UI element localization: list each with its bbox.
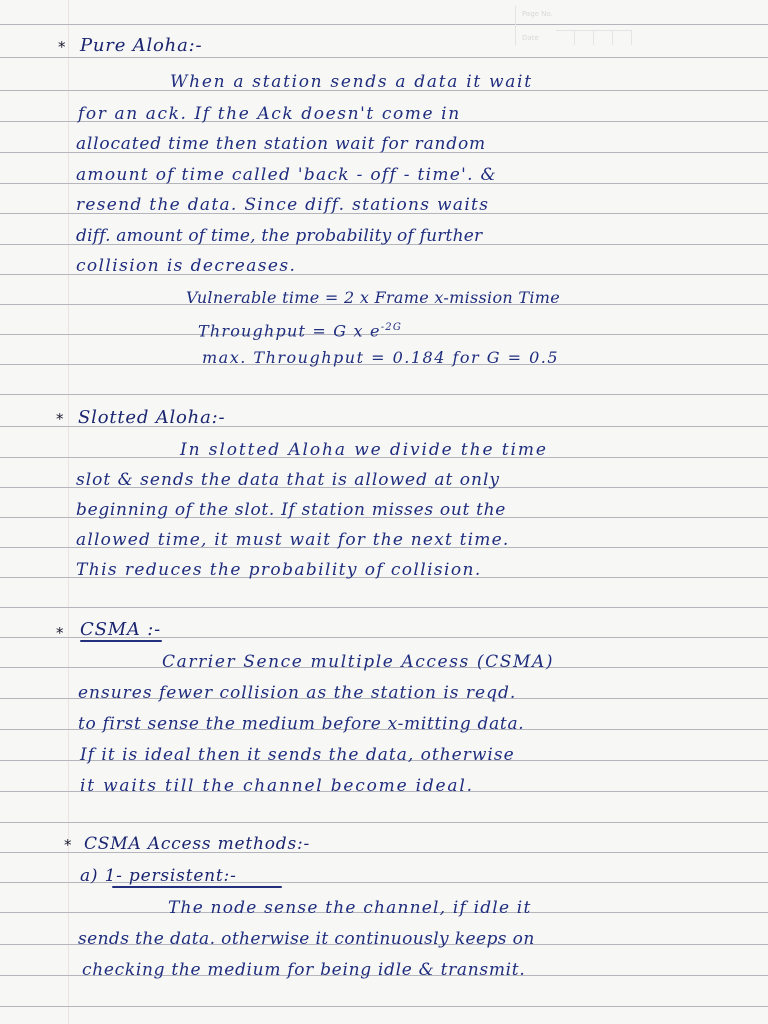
pure-aloha-line-6: diff. amount of time, the probability of further xyxy=(76,226,483,246)
ruled-line xyxy=(0,394,768,395)
date-cells xyxy=(556,30,632,45)
csma-line-1: Carrier Sence multiple Access (CSMA) xyxy=(162,652,555,672)
persistent-underline xyxy=(112,886,282,888)
slotted-aloha-line-5: This reduces the probability of collision. xyxy=(76,560,482,580)
pure-aloha-line-3: allocated time then station wait for random xyxy=(76,134,486,154)
ruled-line xyxy=(0,1006,768,1007)
bullet-icon: * xyxy=(58,38,66,56)
section-title-slotted-aloha: Slotted Aloha:- xyxy=(78,407,226,428)
date-label: Date xyxy=(522,34,539,42)
section-title-pure-aloha: Pure Aloha:- xyxy=(80,35,203,56)
ruled-line xyxy=(0,24,768,25)
section-title-csma: CSMA :- xyxy=(80,619,162,640)
page-no-label: Page No. xyxy=(522,10,553,18)
bullet-icon: * xyxy=(56,624,64,642)
formula-throughput-base: Throughput = G x e xyxy=(198,321,381,341)
csma-line-4: If it is ideal then it sends the data, otherwise xyxy=(80,745,515,765)
section-title-csma-access-methods: CSMA Access methods:- xyxy=(84,834,311,854)
bullet-icon: * xyxy=(64,836,72,854)
formula-max-throughput: max. Throughput = 0.184 for G = 0.5 xyxy=(202,348,560,367)
persistent-line-1: The node sense the channel, if idle it xyxy=(168,898,532,918)
margin-line xyxy=(68,0,69,1024)
ruled-line xyxy=(0,607,768,608)
csma-line-3: to first sense the medium before x-mitting data. xyxy=(78,714,525,734)
pure-aloha-line-1: When a station sends a data it wait xyxy=(170,72,533,92)
page-meta-box xyxy=(515,6,634,46)
bullet-icon: * xyxy=(56,410,64,428)
ruled-line xyxy=(0,57,768,58)
csma-title-underline xyxy=(80,640,162,642)
persistent-line-3: checking the medium for being idle & transmit. xyxy=(82,960,526,980)
slotted-aloha-line-2: slot & sends the data that is allowed at only xyxy=(76,470,500,490)
subsection-1-persistent: a) 1- persistent:- xyxy=(80,866,237,886)
formula-throughput-exponent: -2G xyxy=(380,322,403,333)
persistent-line-2: sends the data. otherwise it continuously keeps on xyxy=(78,929,535,949)
pure-aloha-line-5: resend the data. Since diff. stations waits xyxy=(76,195,490,215)
pure-aloha-line-4: amount of time called 'back - off - time'. & xyxy=(76,165,497,185)
slotted-aloha-line-3: beginning of the slot. If station misses out the xyxy=(76,500,507,520)
slotted-aloha-line-4: allowed time, it must wait for the next time. xyxy=(76,530,510,550)
csma-line-5: it waits till the channel become ideal. xyxy=(80,776,474,796)
pure-aloha-line-7: collision is decreases. xyxy=(76,256,297,276)
formula-vulnerable-time: Vulnerable time = 2 x Frame x-mission Time xyxy=(186,288,561,307)
csma-line-2: ensures fewer collision as the station is reqd. xyxy=(78,683,517,703)
slotted-aloha-line-1: In slotted Aloha we divide the time xyxy=(180,440,548,460)
ruled-line xyxy=(0,822,768,823)
pure-aloha-line-2: for an ack. If the Ack doesn't come in xyxy=(78,104,461,124)
formula-throughput xyxy=(198,318,402,341)
